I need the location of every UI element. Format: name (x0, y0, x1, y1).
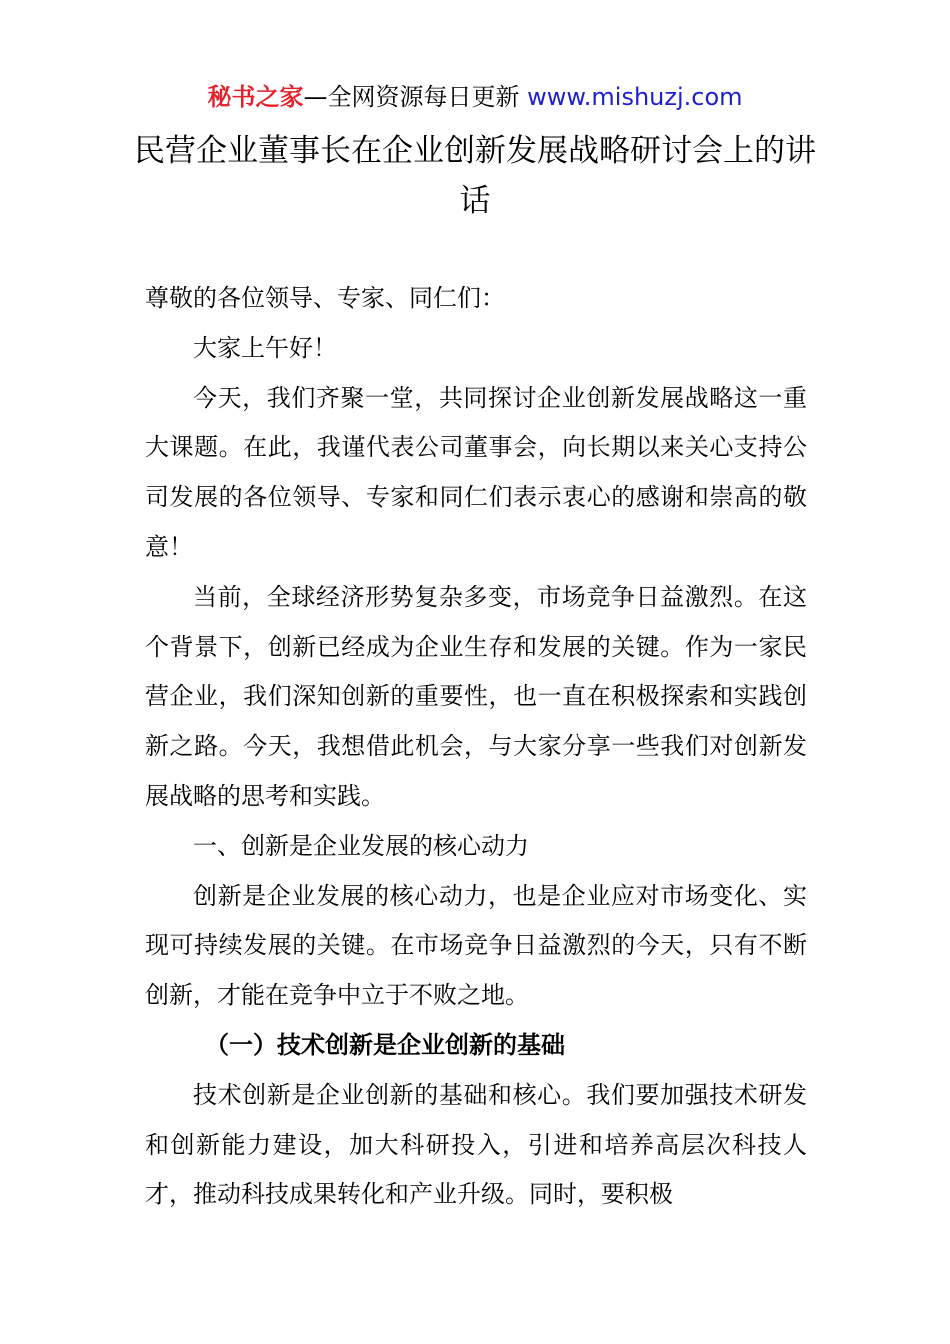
document-body (145, 274, 807, 1220)
subsection-heading: （一）技术创新是企业创新的基础 (205, 1030, 565, 1059)
site-url-link[interactable]: www.mishuzj.com (527, 83, 743, 111)
body-paragraph: 技术创新是企业创新的基础和核心。我们要加强技术研发和创新能力建设，加大科研投入，引进和培养高层次科技人才，推动科技成果转化和产业升级。同时，要积极 (145, 1080, 807, 1209)
greeting-paragraph: 大家上午好！ (193, 333, 337, 362)
site-tagline: —全网资源每日更新 (303, 83, 520, 111)
document-title: 民营企业董事长在企业创新发展战略研讨会上的讲话 (134, 133, 816, 219)
body-paragraph: 今天，我们齐聚一堂，共同探讨企业创新发展战略这一重大课题。在此，我谨代表公司董事会，向长期以来关心支持公司发展的各位领导、专家和同仁们表示衷心的感谢和崇高的敬意！ (145, 383, 807, 561)
site-brand: 秘书之家 (207, 83, 304, 111)
body-paragraph: 当前，全球经济形势复杂多变，市场竞争日益激烈。在这个背景下，创新已经成为企业生存和发展的关键。作为一家民营企业，我们深知创新的重要性，也一直在积极探索和实践创新之路。今天，我想借此机会，与大家分享一些我们对创新发展战略的思考和实践。 (145, 582, 807, 810)
body-paragraph: 创新是企业发展的核心动力，也是企业应对市场变化、实现可持续发展的关键。在市场竞争日益激烈的今天，只有不断创新，才能在竞争中立于不败之地。 (145, 881, 807, 1010)
section-heading: 一、创新是企业发展的核心动力 (193, 831, 529, 860)
salutation-paragraph: 尊敬的各位领导、专家、同仁们： (145, 284, 505, 312)
site-header (0, 80, 950, 114)
